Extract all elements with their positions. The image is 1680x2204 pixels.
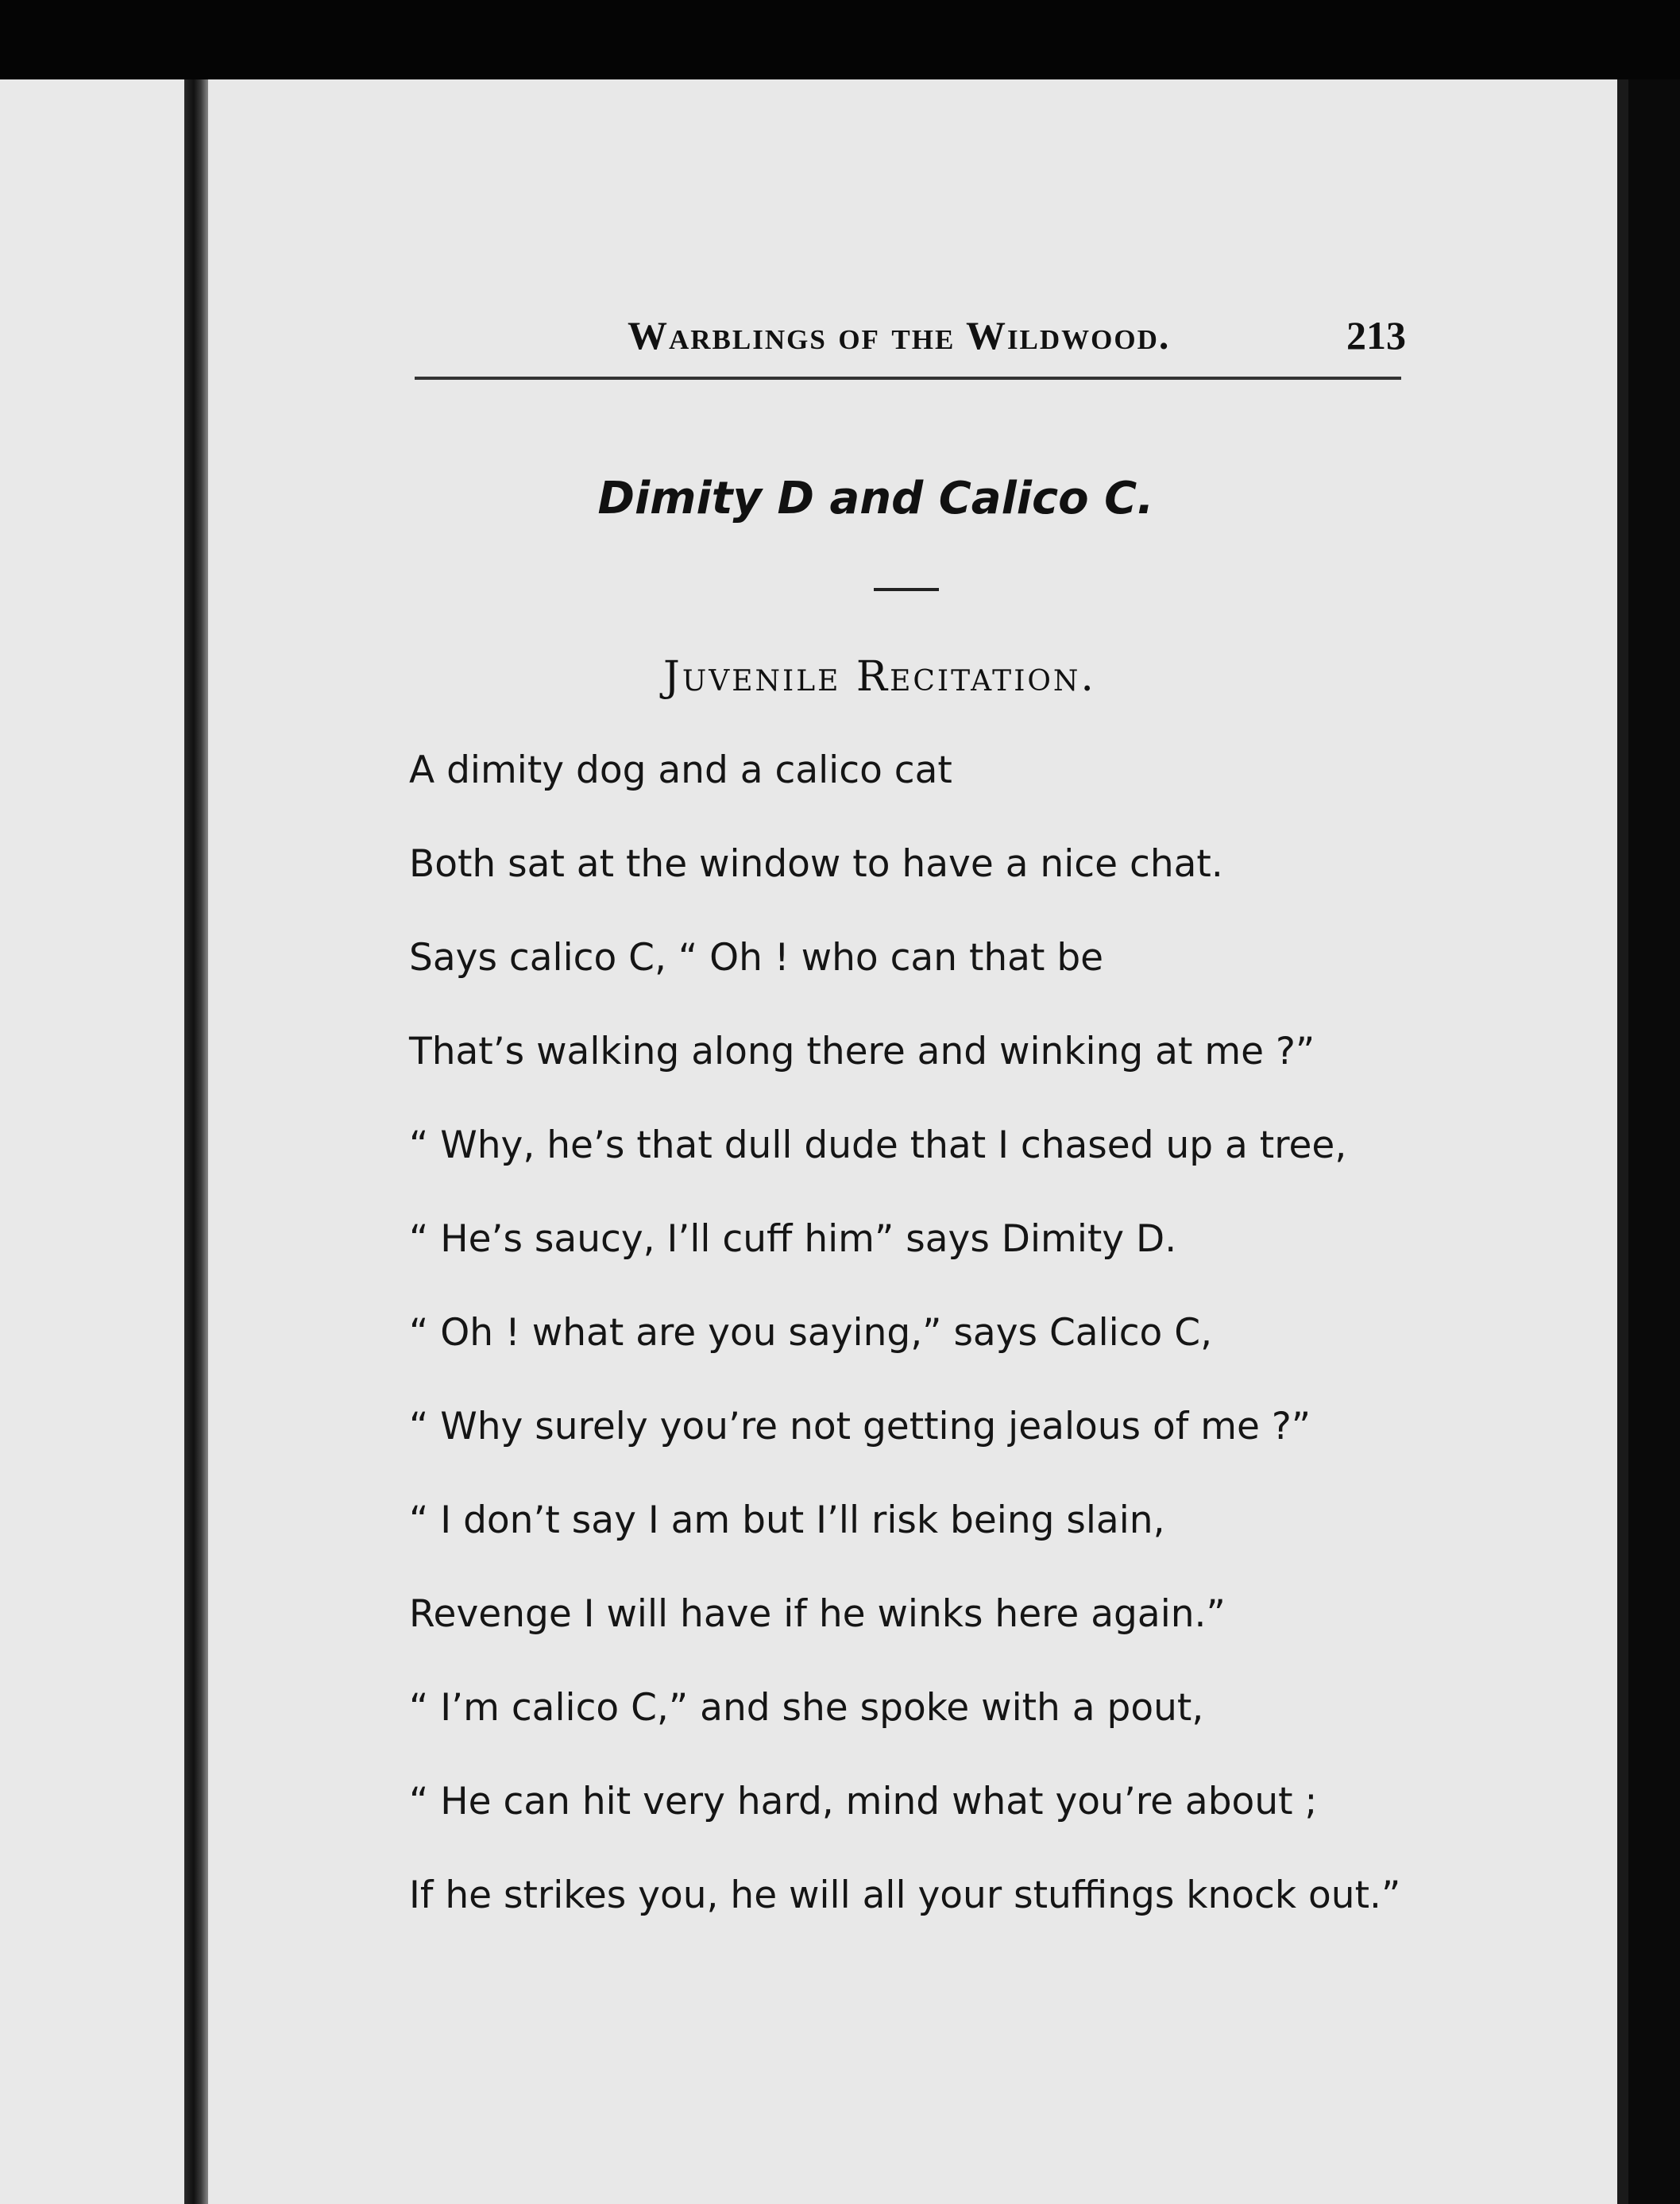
poem-line: Both sat at the window to have a nice chat. xyxy=(409,842,1223,886)
poem-line: “ Why surely you’re not getting jealous of me ?” xyxy=(409,1405,1311,1448)
poem-line: “ I’m calico C,” and she spoke with a pout, xyxy=(409,1686,1204,1730)
header-rule xyxy=(415,377,1401,380)
page-number: 213 xyxy=(1346,313,1406,358)
poem-line: “ I don’t say I am but I’ll risk being slain, xyxy=(409,1498,1165,1542)
poem-body xyxy=(409,747,1442,1966)
running-head: Warblings of the Wildwood. xyxy=(628,313,1171,358)
scan-border-top xyxy=(0,0,1680,79)
poem-line: “ He’s saucy, I’ll cuff him” says Dimity D. xyxy=(409,1217,1177,1261)
poem-line: “ Oh ! what are you saying,” says Calico C, xyxy=(409,1311,1213,1355)
poem-line: Says calico C, “ Oh ! who can that be xyxy=(409,936,1104,980)
poem-title: Dimity D and Calico C. xyxy=(597,473,1154,524)
poem-line: A dimity dog and a calico cat xyxy=(409,748,952,792)
poem-line: “ Why, he’s that dull dude that I chased up a tree, xyxy=(409,1123,1347,1167)
poem-line: Revenge I will have if he winks here again.” xyxy=(409,1592,1226,1636)
poem-line: That’s walking along there and winking at me ?” xyxy=(409,1030,1315,1073)
poem-subtitle: Juvenile Recitation. xyxy=(663,653,1096,701)
poem-line: “ He can hit very hard, mind what you’re about ; xyxy=(409,1780,1318,1823)
facing-page-blank xyxy=(0,79,184,2204)
book-gutter xyxy=(184,79,208,2204)
title-dash-divider xyxy=(874,588,939,591)
scan-border-right xyxy=(1628,79,1680,2204)
poem-line: If he strikes you, he will all your stuffings knock out.” xyxy=(409,1873,1401,1917)
